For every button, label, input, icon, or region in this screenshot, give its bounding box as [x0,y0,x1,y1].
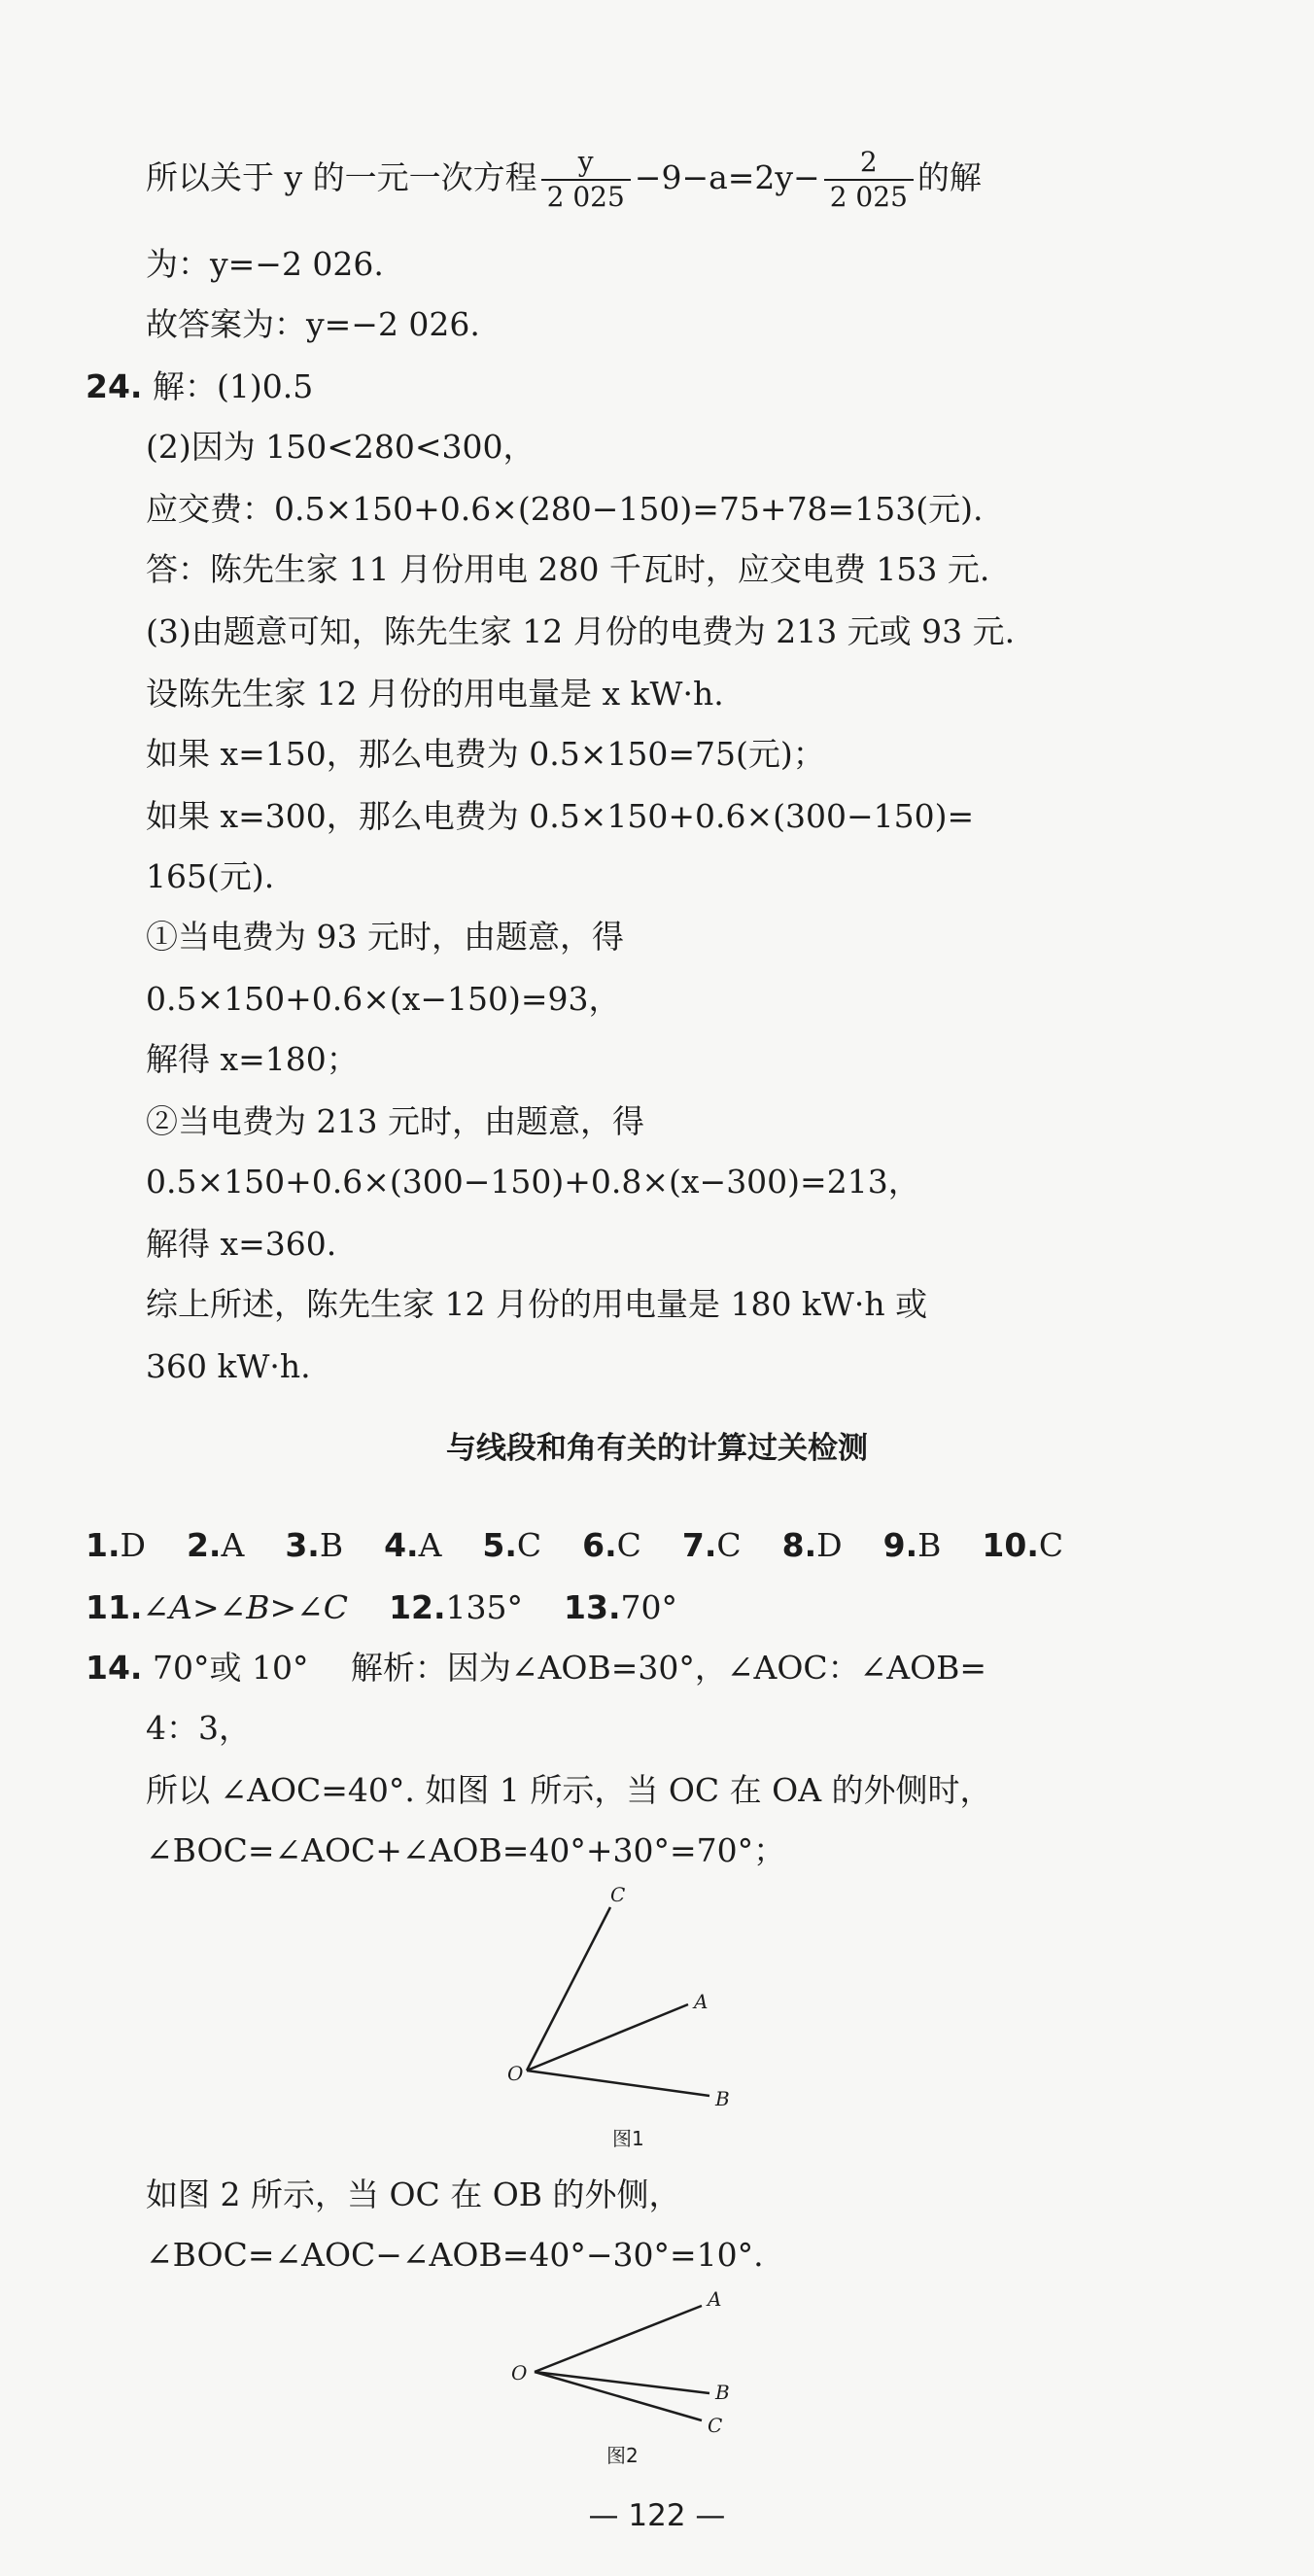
answer-item: 10.C [982,1526,1064,1564]
line-19: 综上所述，陈先生家 12 月份的用电量是 180 kW·h 或 [146,1285,928,1323]
q14-line-3: 所以 ∠AOC=40°. 如图 1 所示，当 OC 在 OA 的外侧时， [146,1771,992,1809]
line-18: 解得 x=360. [146,1225,337,1263]
answer-row-2 [86,1586,718,1629]
answer-item: 12.135° [389,1588,524,1626]
figure-1-caption: 图1 [612,2127,644,2150]
label-b: B [715,2087,730,2110]
line-16: ②当电费为 213 元时，由题意，得 [146,1102,644,1140]
answer-item: 8.D [781,1526,843,1564]
label-a: A [708,2287,722,2311]
denominator: 2 025 [829,181,908,213]
q14-line-4: ∠BOC=∠AOC+∠AOB=40°+30°=70°； [146,1831,786,1869]
section-title: 与线段和角有关的计算过关检测 [446,1431,868,1466]
line-9: 设陈先生家 12 月份的用电量是 x kW·h. [146,675,724,713]
answer-item: 6.C [582,1526,641,1564]
answer-item: 5.C [482,1526,542,1564]
line-2: 为：y=−2 026. [146,245,384,283]
label-o: O [511,2361,528,2385]
answer-item: 9.B [882,1526,942,1564]
line-14: 0.5×150+0.6×(x−150)=93， [146,980,621,1018]
answer-row-1 [86,1524,1063,1567]
line-1 [146,146,982,214]
line-15: 解得 x=180； [146,1040,359,1078]
text: 的解 [916,158,982,196]
text: 解：(1)0.5 [152,367,314,405]
line-7: 答：陈先生家 11 月份用电 280 千瓦时，应交电费 153 元. [146,550,990,588]
line-20: 360 kW·h. [146,1347,311,1385]
line-13: ①当电费为 93 元时，由题意，得 [146,918,624,956]
line-3: 故答案为：y=−2 026. [146,305,480,343]
answer-item: 1.D [86,1526,146,1564]
text: −9−a=2y− [634,158,820,196]
label-o: O [507,2062,524,2085]
answer-item: 2.A [186,1526,245,1564]
line-12: 165(元). [146,857,275,895]
figure-1 [486,1876,778,2119]
q14-line-2: 4：3， [146,1709,251,1747]
q14-line-6: ∠BOC=∠AOC−∠AOB=40°−30°=10°. [146,2236,764,2274]
line-17: 0.5×150+0.6×(300−150)+0.8×(x−300)=213， [146,1163,920,1201]
page-number: — 122 — [588,2498,726,2533]
label-c: C [610,1883,626,1906]
text: 所以关于 y 的一元一次方程 [146,158,537,196]
denominator: 2 025 [546,181,625,213]
q14-line-5: 如图 2 所示，当 OC 在 OB 的外侧， [146,2176,681,2213]
fraction [541,146,631,214]
answer-item: 4.A [384,1526,442,1564]
line-5: (2)因为 150<280<300， [146,428,536,466]
answer-item: 7.C [681,1526,742,1564]
text: 70°或 10° 解析：因为∠AOB=30°，∠AOC：∠AOB= [152,1649,987,1687]
line-6: 应交费：0.5×150+0.6×(280−150)=75+78=153(元). [146,490,984,528]
question-number: 24. [86,367,143,405]
question-number: 14. [86,1649,143,1687]
answer-item: 11.∠A>∠B>∠C [86,1588,349,1626]
numerator: y [541,146,631,181]
fraction [824,146,914,214]
line-10: 如果 x=150，那么电费为 0.5×150=75(元)； [146,735,825,773]
figure-2 [486,2275,778,2440]
figure-2-caption: 图2 [606,2444,639,2467]
label-b: B [715,2381,730,2404]
answer-item: 13.70° [564,1588,677,1626]
numerator: 2 [824,146,914,181]
question-14 [86,1647,986,1689]
label-c: C [708,2414,723,2437]
label-a: A [694,1990,709,2013]
answer-item: 3.B [285,1526,344,1564]
line-8: (3)由题意可知，陈先生家 12 月份的电费为 213 元或 93 元. [146,612,1016,650]
question-24 [86,366,313,408]
line-11: 如果 x=300，那么电费为 0.5×150+0.6×(300−150)= [146,797,975,835]
